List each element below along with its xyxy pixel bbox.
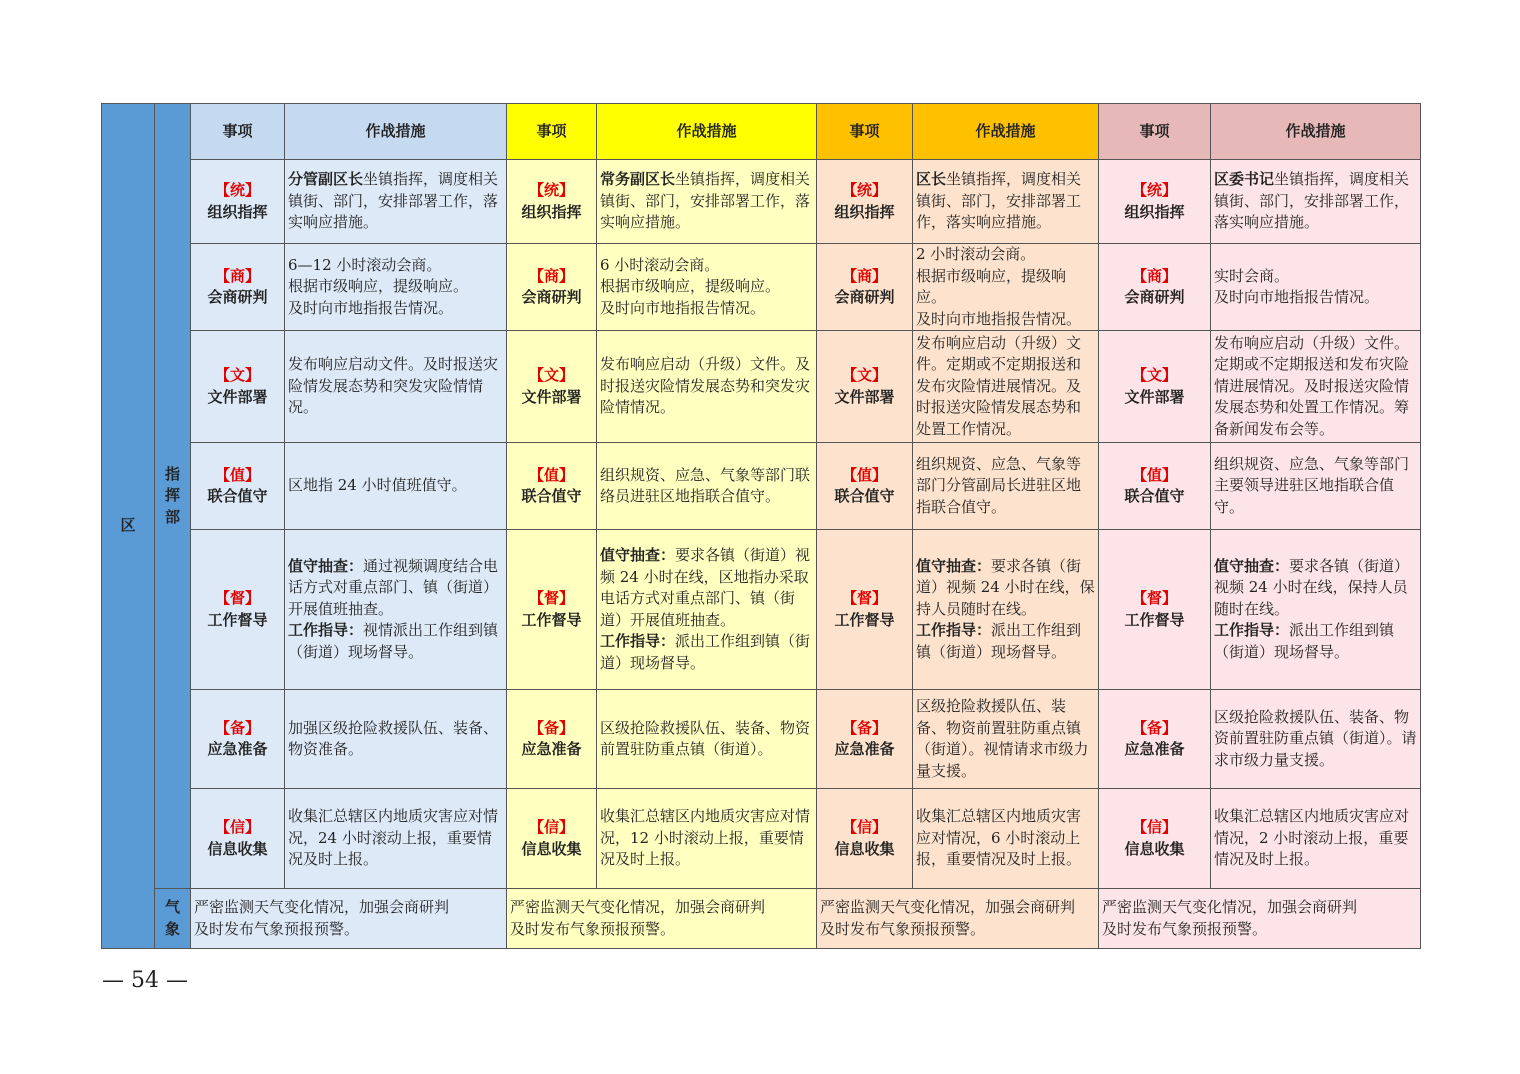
weather-cell: 严密监测天气变化情况，加强会商研判 及时发布气象预报预警。 [191,889,507,949]
item-cell: 【备】 应急准备 [191,690,285,789]
item-cell: 【文】 文件部署 [507,331,597,443]
item-cell: 【文】 文件部署 [817,331,913,443]
item-cell: 【文】 文件部署 [191,331,285,443]
item-cell: 【备】 应急准备 [507,690,597,789]
measure-cell: 收集汇总辖区内地质灾害应对情况，24 小时滚动上报，重要情况及时上报。 [285,789,507,889]
item-cell: 【统】 组织指挥 [817,160,913,244]
header-item: 事项 [817,104,913,160]
item-cell: 【督】 工作督导 [1099,530,1211,690]
header-measure: 作战措施 [285,104,507,160]
measure-cell: 6 小时滚动会商。 根据市级响应，提级响应。 及时向市地指报告情况。 [597,244,817,331]
measure-cell: 组织规资、应急、气象等部门主要领导进驻区地指联合值守。 [1211,443,1421,530]
measure-cell: 常务副区长坐镇指挥，调度相关镇街、部门，安排部署工作，落实响应措施。 [597,160,817,244]
measure-cell: 发布响应启动文件。及时报送灾险情发展态势和突发灾险情情况。 [285,331,507,443]
measure-cell: 区地指 24 小时值班值守。 [285,443,507,530]
measure-cell: 区委书记坐镇指挥，调度相关镇街、部门，安排部署工作，落实响应措施。 [1211,160,1421,244]
item-cell: 【商】 会商研判 [817,244,913,331]
item-cell: 【督】 工作督导 [817,530,913,690]
measure-cell: 值守抽查：要求各镇（街道）视频 24 小时在线，保持人员随时在线。 工作指导：派出工作组到镇（街道）现场督导。 [913,530,1099,690]
measure-cell: 区长坐镇指挥，调度相关镇街、部门，安排部署工作，落实响应措施。 [913,160,1099,244]
table-row [102,530,1421,690]
response-measures-table [101,103,1421,949]
measure-cell: 分管副区长坐镇指挥，调度相关镇街、部门，安排部署工作，落实响应措施。 [285,160,507,244]
measure-cell: 发布响应启动（升级）文件。定期或不定期报送和发布灾险情进展情况。及时报送灾险情发展态势和处置工作情况。筹备新闻发布会等。 [1211,331,1421,443]
item-cell: 【商】 会商研判 [1099,244,1211,331]
header-measure: 作战措施 [597,104,817,160]
item-cell: 【统】 组织指挥 [191,160,285,244]
item-cell: 【值】 联合值守 [817,443,913,530]
measure-cell: 区级抢险救援队伍、装备、物资前置驻防重点镇（街道）。视情请求市级力量支援。 [913,690,1099,789]
page-number: — 54 — [102,968,188,993]
measure-cell: 实时会商。 及时向市地指报告情况。 [1211,244,1421,331]
header-item: 事项 [191,104,285,160]
item-cell: 【商】 会商研判 [507,244,597,331]
measure-cell: 6—12 小时滚动会商。 根据市级响应，提级响应。 及时向市地指报告情况。 [285,244,507,331]
item-cell: 【信】 信息收集 [1099,789,1211,889]
measure-cell: 组织规资、应急、气象等部门联络员进驻区地指联合值守。 [597,443,817,530]
item-cell: 【值】 联合值守 [1099,443,1211,530]
item-cell: 【信】 信息收集 [191,789,285,889]
header-row [102,104,1421,160]
weather-label: 气 象 [155,889,191,949]
table-row [102,789,1421,889]
table-row [102,244,1421,331]
item-cell: 【信】 信息收集 [817,789,913,889]
measure-cell: 值守抽查：要求各镇（街道）视频 24 小时在线，保持人员随时在线。 工作指导：派出工作组到镇（街道）现场督导。 [1211,530,1421,690]
item-cell: 【督】 工作督导 [507,530,597,690]
item-cell: 【商】 会商研判 [191,244,285,331]
header-item: 事项 [1099,104,1211,160]
table-row [102,160,1421,244]
item-cell: 【值】 联合值守 [507,443,597,530]
item-cell: 【值】 联合值守 [191,443,285,530]
weather-cell: 严密监测天气变化情况，加强会商研判 及时发布气象预报预警。 [1099,889,1421,949]
weather-cell: 严密监测天气变化情况，加强会商研判 及时发布气象预报预警。 [817,889,1099,949]
measure-cell: 加强区级抢险救援队伍、装备、物资准备。 [285,690,507,789]
measure-cell: 区级抢险救援队伍、装备、物资前置驻防重点镇（街道）。请求市级力量支援。 [1211,690,1421,789]
item-cell: 【备】 应急准备 [817,690,913,789]
header-measure: 作战措施 [1211,104,1421,160]
measure-cell: 2 小时滚动会商。 根据市级响应，提级响应。 及时向市地指报告情况。 [913,244,1099,331]
measure-cell: 值守抽查：通过视频调度结合电话方式对重点部门、镇（街道）开展值班抽查。 工作指导：视情派出工作组到镇（街道）现场督导。 [285,530,507,690]
group-label: 指 挥 部 [155,104,191,889]
measure-cell: 组织规资、应急、气象等部门分管副局长进驻区地指联合值守。 [913,443,1099,530]
item-cell: 【督】 工作督导 [191,530,285,690]
table-row [102,443,1421,530]
weather-cell: 严密监测天气变化情况，加强会商研判 及时发布气象预报预警。 [507,889,817,949]
table-row [102,331,1421,443]
header-item: 事项 [507,104,597,160]
item-cell: 【统】 组织指挥 [1099,160,1211,244]
measure-cell: 收集汇总辖区内地质灾害应对情况，12 小时滚动上报，重要情况及时上报。 [597,789,817,889]
item-cell: 【统】 组织指挥 [507,160,597,244]
item-cell: 【文】 文件部署 [1099,331,1211,443]
measure-cell: 发布响应启动（升级）文件。定期或不定期报送和发布灾险情进展情况。及时报送灾险情发展态势和处置工作情况。 [913,331,1099,443]
measure-cell: 收集汇总辖区内地质灾害应对情况，6 小时滚动上报，重要情况及时上报。 [913,789,1099,889]
table-row [102,690,1421,789]
measure-cell: 值守抽查：要求各镇（街道）视频 24 小时在线，区地指办采取电话方式对重点部门、镇（街道）开展值班抽查。 工作指导：派出工作组到镇（街道）现场督导。 [597,530,817,690]
measure-cell: 发布响应启动（升级）文件。及时报送灾险情发展态势和突发灾险情情况。 [597,331,817,443]
item-cell: 【备】 应急准备 [1099,690,1211,789]
header-measure: 作战措施 [913,104,1099,160]
measure-cell: 收集汇总辖区内地质灾害应对情况，2 小时滚动上报，重要情况及时上报。 [1211,789,1421,889]
measure-cell: 区级抢险救援队伍、装备、物资前置驻防重点镇（街道）。 [597,690,817,789]
weather-row [102,889,1421,949]
item-cell: 【信】 信息收集 [507,789,597,889]
area-label: 区 [102,104,155,949]
